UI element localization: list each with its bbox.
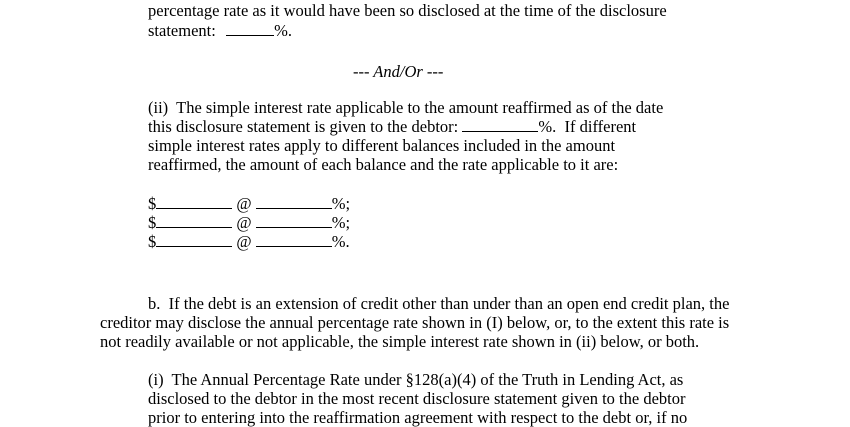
line-text: %. If different bbox=[538, 117, 637, 136]
line-text: statement: bbox=[148, 21, 225, 40]
section-ii-line bbox=[148, 117, 636, 136]
line-text: %. bbox=[274, 21, 292, 40]
dollar-sign: $ bbox=[148, 194, 157, 213]
section-i-line: (i) The Annual Percentage Rate under §128(a)(4) of the Truth in Lending Act, as bbox=[148, 370, 684, 389]
balance-rate-field[interactable] bbox=[256, 213, 332, 228]
section-ii-line: reaffirmed, the amount of each balance and the rate applicable to it are: bbox=[148, 155, 619, 174]
section-b-line: creditor may disclose the annual percentage rate shown in (I) below, or, to the extent this rate is bbox=[100, 313, 730, 332]
row-end: %; bbox=[331, 194, 351, 213]
balance-rate-field[interactable] bbox=[256, 194, 332, 209]
dollar-sign: $ bbox=[148, 232, 157, 251]
balance-row bbox=[148, 194, 350, 213]
balance-amount-field[interactable] bbox=[156, 194, 232, 209]
at-sign: @ bbox=[236, 232, 252, 251]
section-i-line: disclosed to the debtor in the most recent disclosure statement given to the debtor bbox=[148, 389, 686, 408]
section-ii-line: simple interest rates apply to different balances included in the amount bbox=[148, 136, 616, 155]
balance-amount-field[interactable] bbox=[156, 232, 232, 247]
balance-row bbox=[148, 213, 350, 232]
balance-row bbox=[148, 232, 350, 251]
section-b-line: not readily available or not applicable, the simple interest rate shown in (ii) below, or both. bbox=[100, 332, 700, 351]
at-sign: @ bbox=[236, 213, 252, 232]
line-text: this disclosure statement is given to the debtor: bbox=[148, 117, 463, 136]
apr-blank[interactable] bbox=[226, 21, 274, 36]
and-or-separator: --- And/Or --- bbox=[353, 62, 444, 81]
apr-line bbox=[148, 21, 292, 40]
dollar-sign: $ bbox=[148, 213, 157, 232]
section-ii-heading: (ii) The simple interest rate applicable to the amount reaffirmed as of the date bbox=[148, 98, 664, 117]
row-end: %. bbox=[331, 232, 350, 251]
row-end: %; bbox=[331, 213, 351, 232]
balance-rate-field[interactable] bbox=[256, 232, 332, 247]
section-i-line: prior to entering into the reaffirmation agreement with respect to the debt or, if no bbox=[148, 408, 688, 427]
section-b-line: b. If the debt is an extension of credit other than under than an open end credit plan, the bbox=[148, 294, 730, 313]
simple-interest-blank[interactable] bbox=[462, 117, 538, 132]
at-sign: @ bbox=[236, 194, 252, 213]
body-line: percentage rate as it would have been so disclosed at the time of the disclosure bbox=[148, 1, 667, 20]
balance-amount-field[interactable] bbox=[156, 213, 232, 228]
